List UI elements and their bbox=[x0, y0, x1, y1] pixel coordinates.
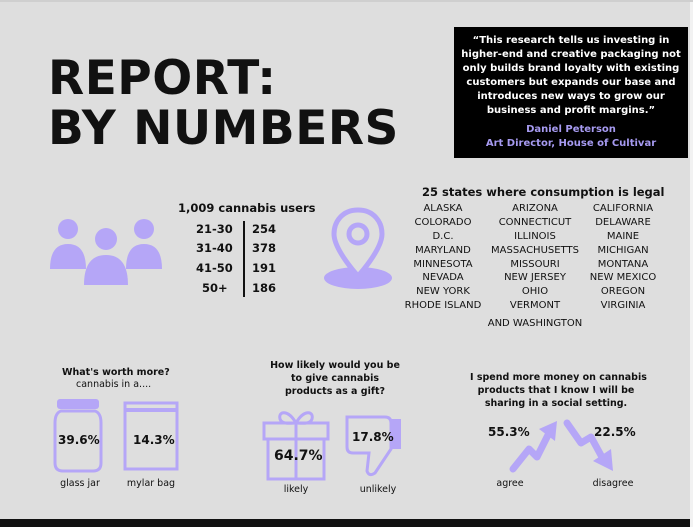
bag-label: mylar bag bbox=[126, 478, 176, 489]
agree-percentage: 55.3% bbox=[488, 425, 530, 439]
user-count: 191 bbox=[252, 261, 277, 275]
state-name: MONTANA bbox=[597, 259, 649, 270]
state-name: RHODE ISLAND bbox=[404, 300, 482, 311]
state-name: DELAWARE bbox=[595, 217, 651, 228]
state-name: NEW MEXICO bbox=[589, 272, 657, 283]
state-name: CONNECTICUT bbox=[498, 217, 572, 228]
social-title bbox=[470, 371, 647, 410]
disagree-label: disagree bbox=[592, 478, 634, 489]
social-title-line-1: I spend more money on cannabis bbox=[470, 372, 647, 383]
state-name: MAINE bbox=[606, 231, 640, 242]
user-count: 378 bbox=[252, 241, 277, 255]
likely-percentage: 64.7% bbox=[274, 448, 323, 464]
state-name: CALIFORNIA bbox=[592, 203, 654, 214]
social-title-line-2: products that I know I will be bbox=[477, 385, 635, 396]
state-name: ARIZONA bbox=[512, 203, 558, 214]
state-name: ILLINOIS bbox=[514, 231, 556, 242]
state-name: MARYLAND bbox=[415, 245, 471, 256]
user-count: 254 bbox=[252, 222, 277, 236]
bottom-bar bbox=[0, 519, 693, 527]
state-name: NEW JERSEY bbox=[504, 272, 566, 283]
users-divider bbox=[243, 221, 245, 297]
state-name: NEW YORK bbox=[416, 286, 470, 297]
quote-author: Daniel Peterson bbox=[526, 124, 616, 135]
gift-title-line-2: to give cannabis bbox=[290, 373, 380, 384]
people-icon bbox=[48, 217, 164, 287]
jar-label: glass jar bbox=[60, 478, 100, 489]
state-name: MASSACHUSETTS bbox=[491, 245, 579, 256]
state-name: MICHIGAN bbox=[597, 245, 649, 256]
age-range: 50+ bbox=[202, 281, 228, 295]
state-name: VIRGINIA bbox=[600, 300, 646, 311]
gift-title bbox=[270, 359, 400, 398]
unlikely-label: unlikely bbox=[359, 484, 397, 495]
worth-title: What's worth more? bbox=[62, 367, 170, 378]
age-range: 31-40 bbox=[196, 241, 233, 255]
arrow-down-icon bbox=[561, 419, 617, 473]
worth-subtitle: cannabis in a.... bbox=[76, 379, 152, 390]
disagree-percentage: 22.5% bbox=[594, 425, 636, 439]
quote-text: “This research tells us investing in higher-end and creative packaging not only builds brand loyalty with existing customers but expands our base and introduces new ways to grow our business and profit margins.” bbox=[461, 35, 681, 116]
state-name: OHIO bbox=[521, 286, 549, 297]
jar-percentage: 39.6% bbox=[58, 433, 100, 447]
users-title: 1,009 cannabis users bbox=[178, 201, 316, 215]
likely-label: likely bbox=[283, 484, 309, 495]
quote-box bbox=[454, 27, 688, 158]
bag-percentage: 14.3% bbox=[133, 433, 175, 447]
page-title bbox=[48, 51, 399, 156]
gift-title-line-3: products as a gift? bbox=[284, 386, 386, 397]
state-name: ALASKA bbox=[423, 203, 463, 214]
quote-role: Art Director, House of Cultivar bbox=[485, 138, 657, 149]
thumbs-down-icon bbox=[345, 415, 403, 477]
user-count: 186 bbox=[252, 281, 277, 295]
state-name: D.C. bbox=[432, 231, 454, 242]
location-pin-icon bbox=[322, 206, 394, 290]
age-range: 21-30 bbox=[196, 222, 233, 236]
state-name: COLORADO bbox=[414, 217, 472, 228]
age-range: 41-50 bbox=[196, 261, 233, 275]
page-title-line-2: BY NUMBERS bbox=[48, 101, 399, 156]
state-name: OREGON bbox=[600, 286, 646, 297]
gift-title-line-1: How likely would you be bbox=[270, 360, 400, 371]
state-name: NEVADA bbox=[422, 272, 464, 283]
states-footer: AND WASHINGTON bbox=[487, 318, 583, 329]
state-name: MINNESOTA bbox=[413, 259, 473, 270]
state-name: VERMONT bbox=[509, 300, 561, 311]
gift-box-icon bbox=[262, 405, 330, 481]
page-title-line-1: REPORT: bbox=[48, 51, 277, 106]
unlikely-percentage: 17.8% bbox=[352, 430, 394, 444]
states-title: 25 states where consumption is legal bbox=[422, 185, 665, 199]
state-name: MISSOURI bbox=[510, 259, 560, 270]
social-title-line-3: sharing in a social setting. bbox=[484, 398, 628, 409]
agree-label: agree bbox=[496, 478, 524, 489]
arrow-up-icon bbox=[509, 419, 561, 473]
